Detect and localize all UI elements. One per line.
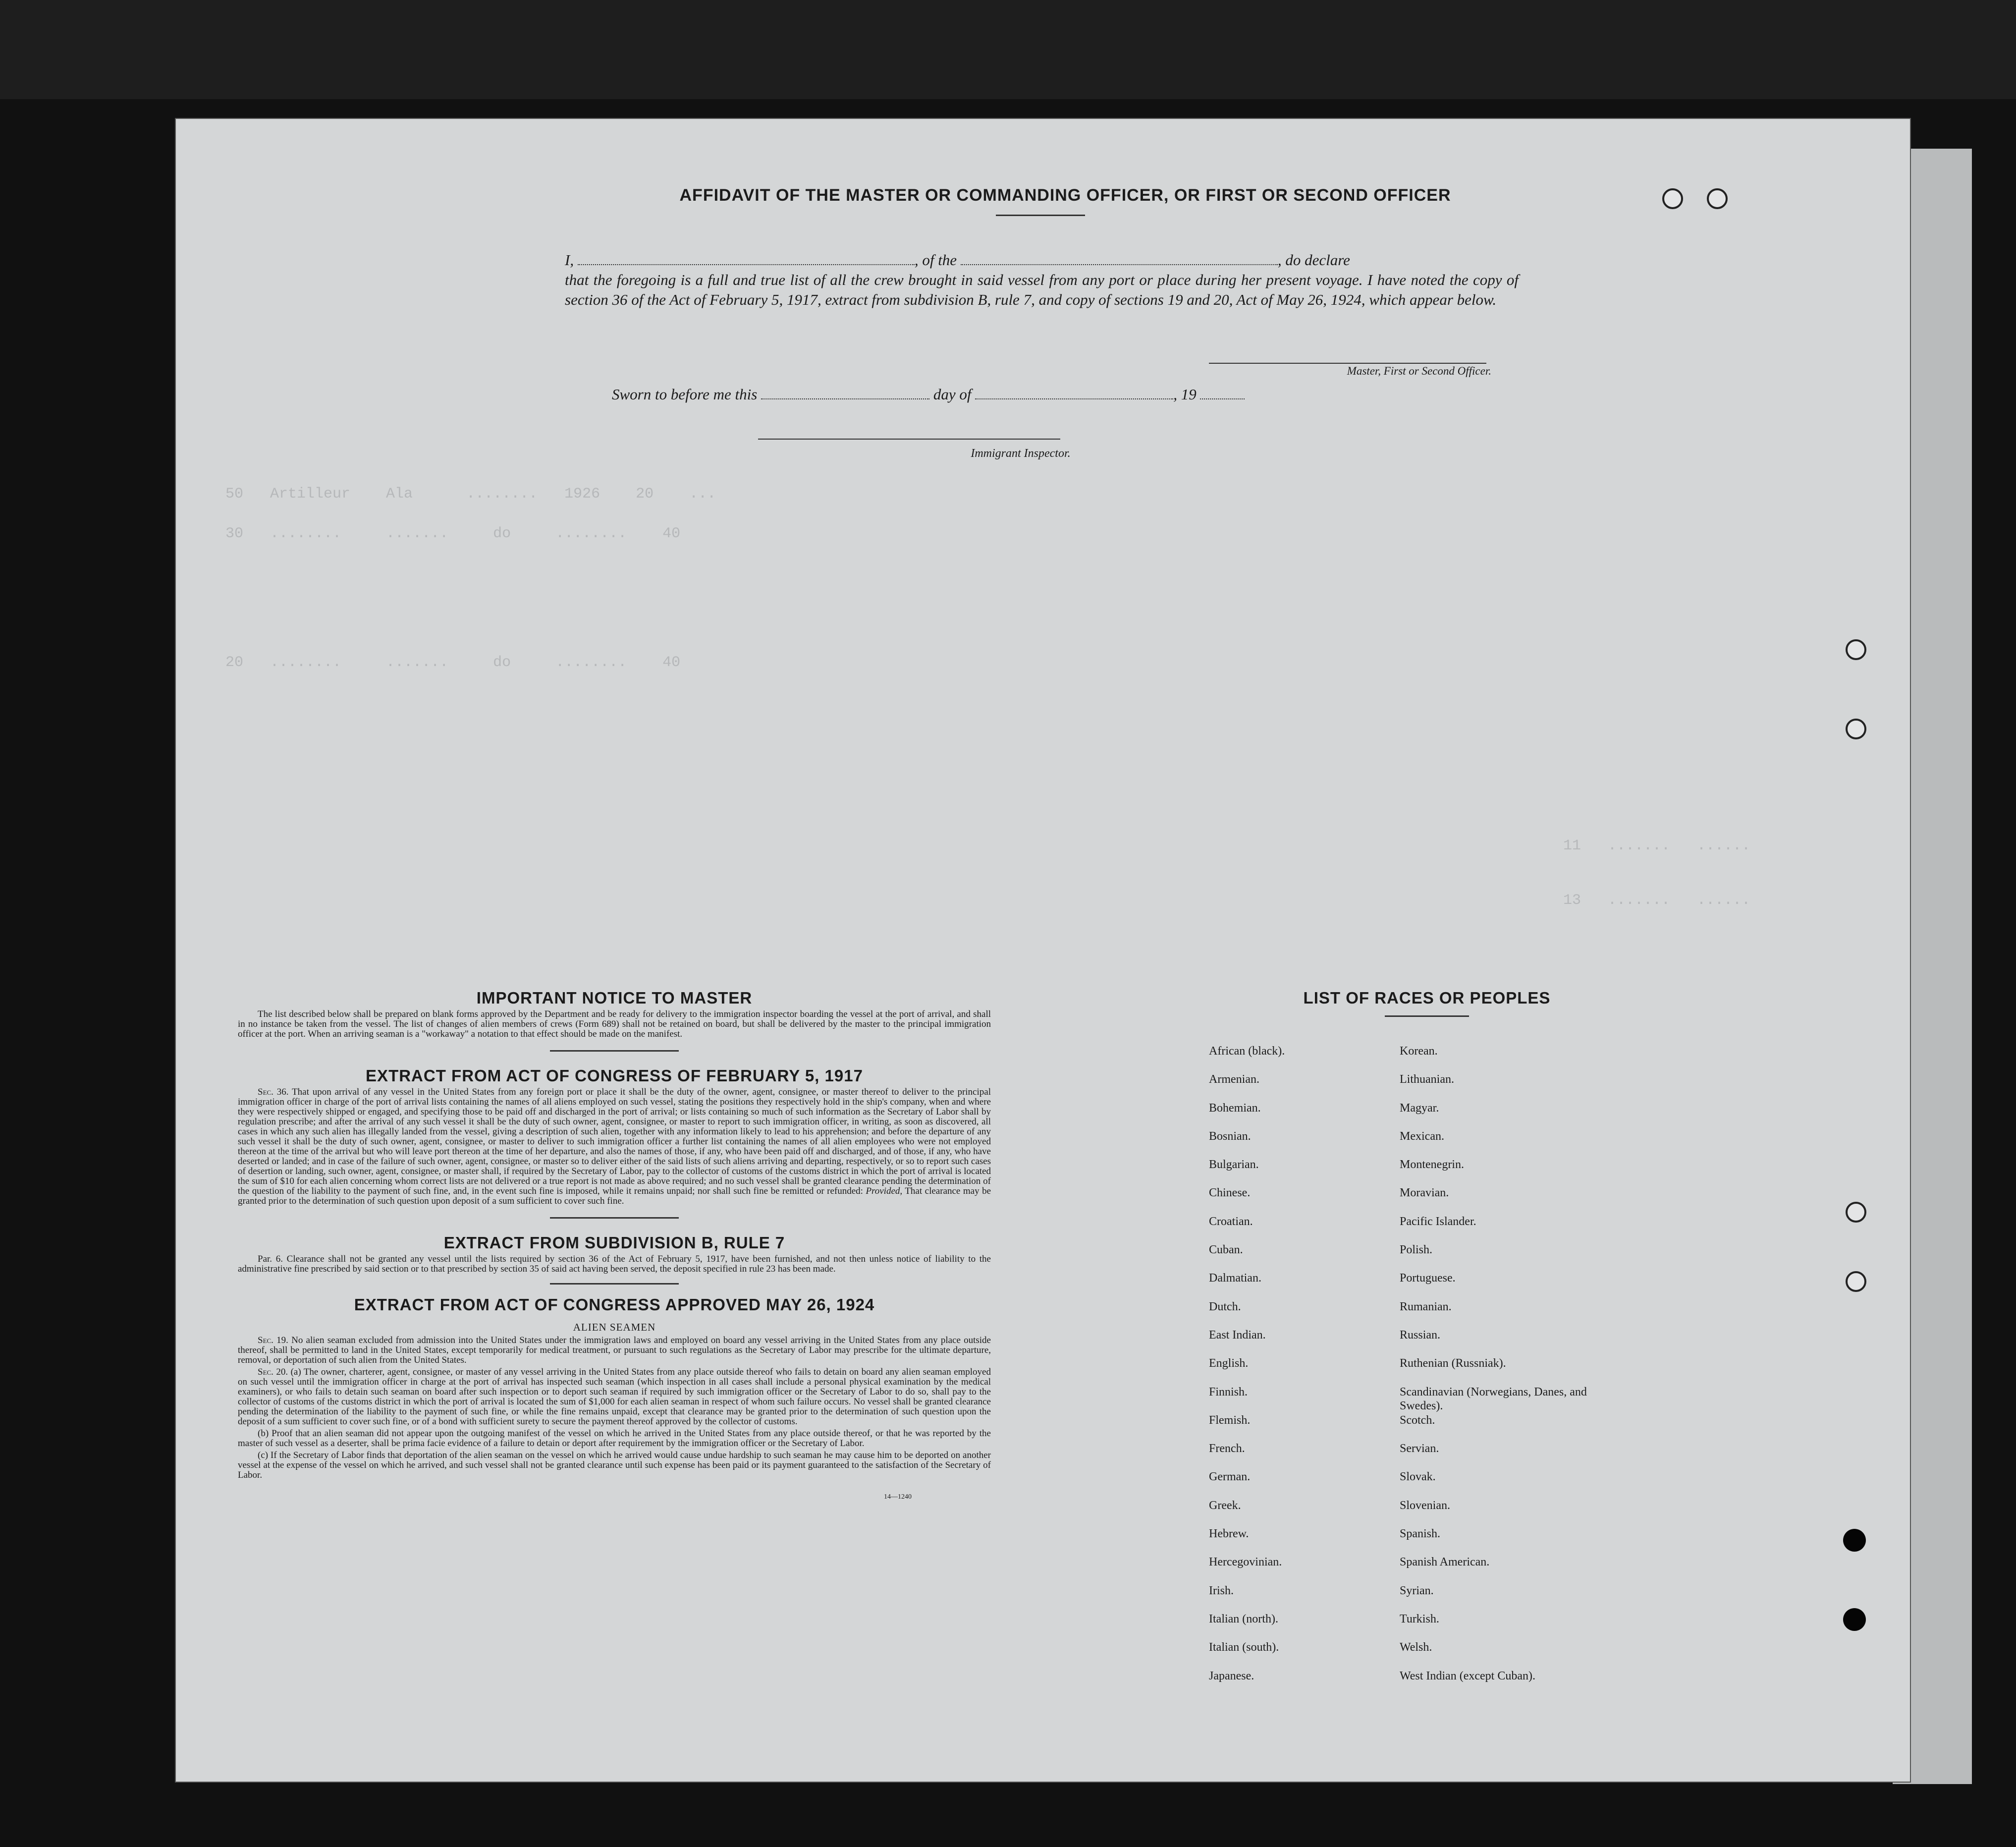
race-item: Bulgarian.	[1209, 1158, 1259, 1172]
race-item: Slovenian.	[1400, 1499, 1450, 1512]
sworn-date-blank[interactable]	[761, 386, 929, 399]
extract-1917-text	[238, 1087, 991, 1206]
race-item: East Indian.	[1209, 1328, 1266, 1342]
race-item: Irish.	[1209, 1584, 1234, 1597]
declaration-i: I,	[565, 251, 574, 269]
races-title: LIST OF RACES OR PEOPLES	[1303, 989, 1551, 1007]
vessel-blank[interactable]	[961, 251, 1278, 265]
affidavit-body	[565, 250, 1519, 310]
section-label: Sec. 19.	[258, 1335, 288, 1345]
notice-title: IMPORTANT NOTICE TO MASTER	[476, 989, 753, 1007]
race-item: Spanish.	[1400, 1527, 1441, 1541]
show-through-text: 20 ........ ....... do ........ 40	[225, 654, 681, 671]
race-item: Moravian.	[1400, 1186, 1449, 1200]
section-rule	[550, 1283, 679, 1285]
race-item: Korean.	[1400, 1045, 1438, 1058]
section-rule	[550, 1217, 679, 1219]
sec19-body: No alien seaman excluded from admission into the United States under the immigration laws and employed on board any vessel arriving in the United States from any place outside thereof, shall be permitted to land in the United States, except temporarily for medical treatment, or pursuant to such regulations as the Secretary of Labor may prescribe for the ultimate departure, removal, or deportation of such alien from the United States.	[238, 1335, 991, 1365]
binder-hole	[1843, 1529, 1866, 1552]
form-number: 14—1240	[884, 1493, 912, 1501]
extract-1917-body: That upon arrival of any vessel in the United States from any foreign port or place it shall be the duty of the owner, agent, consignee, or master thereof to deliver to the principal immigration officer in charge of the port of arrival lists containing the names of all aliens employed on such vessel, stating the positions they respectively hold in the ship's company, when and where they were respectively shipped or engaged, and specifying those to be paid off and discharged in the port of arrival; or lists containing so much of such information as the Secretary of Labor shall by regulation prescribe; and after the arrival of any such vessel it shall be the duty of such owner, agent, consignee, or master to report to such immigration officer, in writing, as soon as discovered, all cases in which any such alien has illegally landed from the vessel, giving a description of such alien, together with any information likely to lead to his apprehension; and before the departure of any such vessel it shall be the duty of such owner, agent, consignee, or master to deliver to such immigration officer a further list containing the names of all alien employees who were not employed thereon at the time of the arrival but who will leave port thereon at the time of her departure, and also the names of those, if any, who have been paid off and discharged, and of those, if any, who have deserted or landed; and in case of the failure of such owner, agent, consignee, or master so to deliver either of the said lists of such aliens arriving and departing, respectively, or so to report such cases of desertion or landing, such owner, agent, consignee, or master shall, if required by the Secretary of Labor, pay to the collector of customs of the customs district in which the port of arrival is located the sum of $10 for each alien concerning whom correct lists are not delivered or a true report is not made as above required; and no such vessel shall be granted clearance pending the determination of the question of the liability to the payment of such fine, and, in the event such fine is imposed, while it remains unpaid; nor shall such fine be remitted or refunded:	[238, 1087, 991, 1196]
race-item: French.	[1209, 1442, 1245, 1455]
section-rule	[550, 1050, 679, 1052]
race-item: Dalmatian.	[1209, 1272, 1261, 1285]
races-list	[1209, 1044, 1645, 1697]
race-item: Mexican.	[1400, 1129, 1444, 1143]
sec19-text	[238, 1336, 991, 1365]
race-item: Spanish American.	[1400, 1556, 1490, 1569]
binder-hole	[1846, 639, 1866, 660]
sworn-day-of: day of	[933, 386, 972, 403]
race-item: Welsh.	[1400, 1641, 1432, 1654]
race-item: Polish.	[1400, 1243, 1433, 1257]
name-blank[interactable]	[578, 251, 915, 265]
race-item: Pacific Islander.	[1400, 1215, 1476, 1228]
race-item: Hebrew.	[1209, 1527, 1249, 1541]
scan-border-top	[0, 0, 2016, 99]
race-item: Hercegovinian.	[1209, 1556, 1282, 1569]
race-item: Greek.	[1209, 1499, 1241, 1512]
race-item: Ruthenian (Russniak).	[1400, 1357, 1506, 1370]
extract-1917-end: That clearance may be granted prior to the determination of such question upon deposit of a sum sufficient to cover such fine.	[238, 1186, 991, 1206]
affidavit-title: AFFIDAVIT OF THE MASTER OR COMMANDING OFFICER, OR FIRST OR SECOND OFFICER	[679, 186, 1451, 205]
race-item: African (black).	[1209, 1045, 1285, 1058]
signature-line[interactable]	[1209, 363, 1486, 364]
race-item: Russian.	[1400, 1328, 1441, 1342]
race-item: Lithuanian.	[1400, 1073, 1454, 1086]
sworn-month-blank[interactable]	[975, 386, 1173, 399]
race-item: German.	[1209, 1470, 1251, 1484]
title-rule	[996, 215, 1085, 216]
race-item: Montenegrin.	[1400, 1158, 1464, 1172]
binder-hole	[1846, 1271, 1866, 1292]
race-item: Slovak.	[1400, 1470, 1436, 1484]
signature-caption: Master, First or Second Officer.	[1347, 365, 1491, 377]
race-item: Italian (south).	[1209, 1641, 1279, 1654]
sec20a-text	[238, 1367, 991, 1427]
rule7-text: Par. 6. Clearance shall not be granted any vessel until the lists required by section 36 of the Act of February 5, 1917, have been furnished, and not then unless notice of liability to the administrative fine prescribed by said section or to that prescribed by section 35 of said act having been served, the deposit specified in rule 23 has been made.	[238, 1254, 991, 1274]
race-item: West Indian (except Cuban).	[1400, 1669, 1535, 1682]
sworn-prefix: Sworn to before me this	[612, 386, 758, 403]
binder-hole	[1843, 1608, 1866, 1631]
race-item: Magyar.	[1400, 1101, 1439, 1115]
race-item: Rumanian.	[1400, 1300, 1452, 1313]
race-item: Finnish.	[1209, 1385, 1248, 1399]
race-item: Portuguese.	[1400, 1272, 1456, 1285]
race-item: Chinese.	[1209, 1186, 1251, 1200]
race-item: Scotch.	[1400, 1413, 1435, 1427]
declaration-line	[565, 250, 1519, 270]
race-item: Dutch.	[1209, 1300, 1241, 1313]
sec20b-text: (b) Proof that an alien seaman did not appear upon the outgoing manifest of the vessel on which he arrived in the United States from any place outside thereof, or that he was reported by the master of such vessel as a deserter, shall be prima facie evidence of a failure to detain or deport after requirement by the immigration officer or the Secretary of Labor.	[238, 1428, 991, 1449]
section-rule	[1385, 1015, 1469, 1017]
extract-1917-title: EXTRACT FROM ACT OF CONGRESS OF FEBRUARY 5, 1917	[366, 1066, 863, 1085]
binder-hole	[1707, 188, 1728, 209]
race-item: Turkish.	[1400, 1612, 1439, 1625]
affidavit-text: that the foregoing is a full and true list of all the crew brought in said vessel from any port or place during her present voyage. I have noted the copy of section 36 of the Act of February 5, 1917, extract from subdivision B, rule 7, and copy of sections 19 and 20, Act of May 26, 1924, which appear below.	[565, 271, 1519, 308]
race-item: Cuban.	[1209, 1243, 1243, 1257]
section-label: Sec. 36.	[258, 1087, 289, 1097]
binder-hole	[1846, 1202, 1866, 1223]
show-through-text: 30 ........ ....... do ........ 40	[225, 525, 681, 542]
race-item: Bohemian.	[1209, 1101, 1261, 1115]
sec20a-body: (a) The owner, charterer, agent, consignee, or master of any vessel arriving in the United States from any place outside thereof who fails to detain on board any alien seaman employed on such vessel until the immigration officer in charge at the port of arrival has inspected such seaman (which inspection in all cases shall include a personal physical examination by the medical examiners), or who fails to detain such seaman on board after such inspection or to deport such seaman if required by such immigration officer or the Secretary of Labor to do so, shall pay to the collector of customs of the customs district in which the port of arrival is located the sum of $1,000 for each alien seaman in respect of whom such failure occurs. No vessel shall be granted clearance pending the determination of the liability to the payment of such fine, or while the fine remains unpaid, except that clearance may be granted prior to the determination of such question upon the deposit of a sum sufficient to cover such fine, or of a bond with sufficient surety to secure the payment thereof approved by the collector of customs.	[238, 1367, 991, 1427]
notice-column	[238, 989, 991, 1501]
section-label: Sec. 20.	[258, 1367, 288, 1377]
show-through-text: 50 Artilleur Ala ........ 1926 20 ...	[225, 486, 716, 503]
race-item: Bosnian.	[1209, 1129, 1251, 1143]
race-item: Armenian.	[1209, 1073, 1259, 1086]
inspector-caption: Immigrant Inspector.	[971, 447, 1071, 460]
show-through-text: 13 ....... ......	[1563, 892, 1751, 909]
race-item: Japanese.	[1209, 1669, 1254, 1682]
binder-hole	[1662, 188, 1683, 209]
notice-text: The list described below shall be prepared on blank forms approved by the Department and be ready for delivery to the immigration inspector boarding the vessel at the port of arrival, and shall in no instance be taken from the vessel. The list of changes of alien members of crews (Form 689) shall not be retained on board, but shall be delivered by the master to the principal immigration officer at the port. When an arriving seaman is a "workaway" a notation to that effect should be made on the manifest.	[238, 1009, 991, 1039]
races-column	[1209, 989, 1645, 1697]
declaration-declare: , do declare	[1277, 251, 1350, 269]
rule7-title: EXTRACT FROM SUBDIVISION B, RULE 7	[443, 1233, 785, 1252]
race-item: Syrian.	[1400, 1584, 1434, 1597]
show-through-text: 11 ....... ......	[1563, 838, 1751, 854]
sworn-year-blank[interactable]	[1200, 386, 1245, 399]
provided-word: Provided,	[866, 1186, 903, 1196]
declaration-of: , of the	[914, 251, 957, 269]
race-item: Flemish.	[1209, 1413, 1251, 1427]
binder-hole	[1846, 719, 1866, 739]
race-item: English.	[1209, 1357, 1249, 1370]
alien-seamen-subtitle: ALIEN SEAMEN	[573, 1321, 656, 1333]
inspector-signature-line[interactable]	[758, 439, 1060, 440]
extract-1924-title: EXTRACT FROM ACT OF CONGRESS APPROVED MAY 26, 1924	[354, 1295, 875, 1314]
sworn-line	[612, 386, 1306, 403]
sec20c-text: (c) If the Secretary of Labor finds that deportation of the alien seaman on the vessel on which he arrived would cause undue hardship to such seaman he may cause him to be deported on another vessel at the expense of the vessel on which he arrived, and such vessel shall not be granted clearance until such expense has been paid or its payment guaranteed to the satisfaction of the Secretary of Labor.	[238, 1450, 991, 1480]
sworn-year: , 19	[1173, 386, 1197, 403]
race-item: Italian (north).	[1209, 1612, 1278, 1625]
race-item: Croatian.	[1209, 1215, 1253, 1228]
race-item: Scandinavian (Norwegians, Danes, and Swedes).	[1400, 1385, 1587, 1412]
race-item: Servian.	[1400, 1442, 1439, 1455]
document-page	[176, 119, 1910, 1782]
